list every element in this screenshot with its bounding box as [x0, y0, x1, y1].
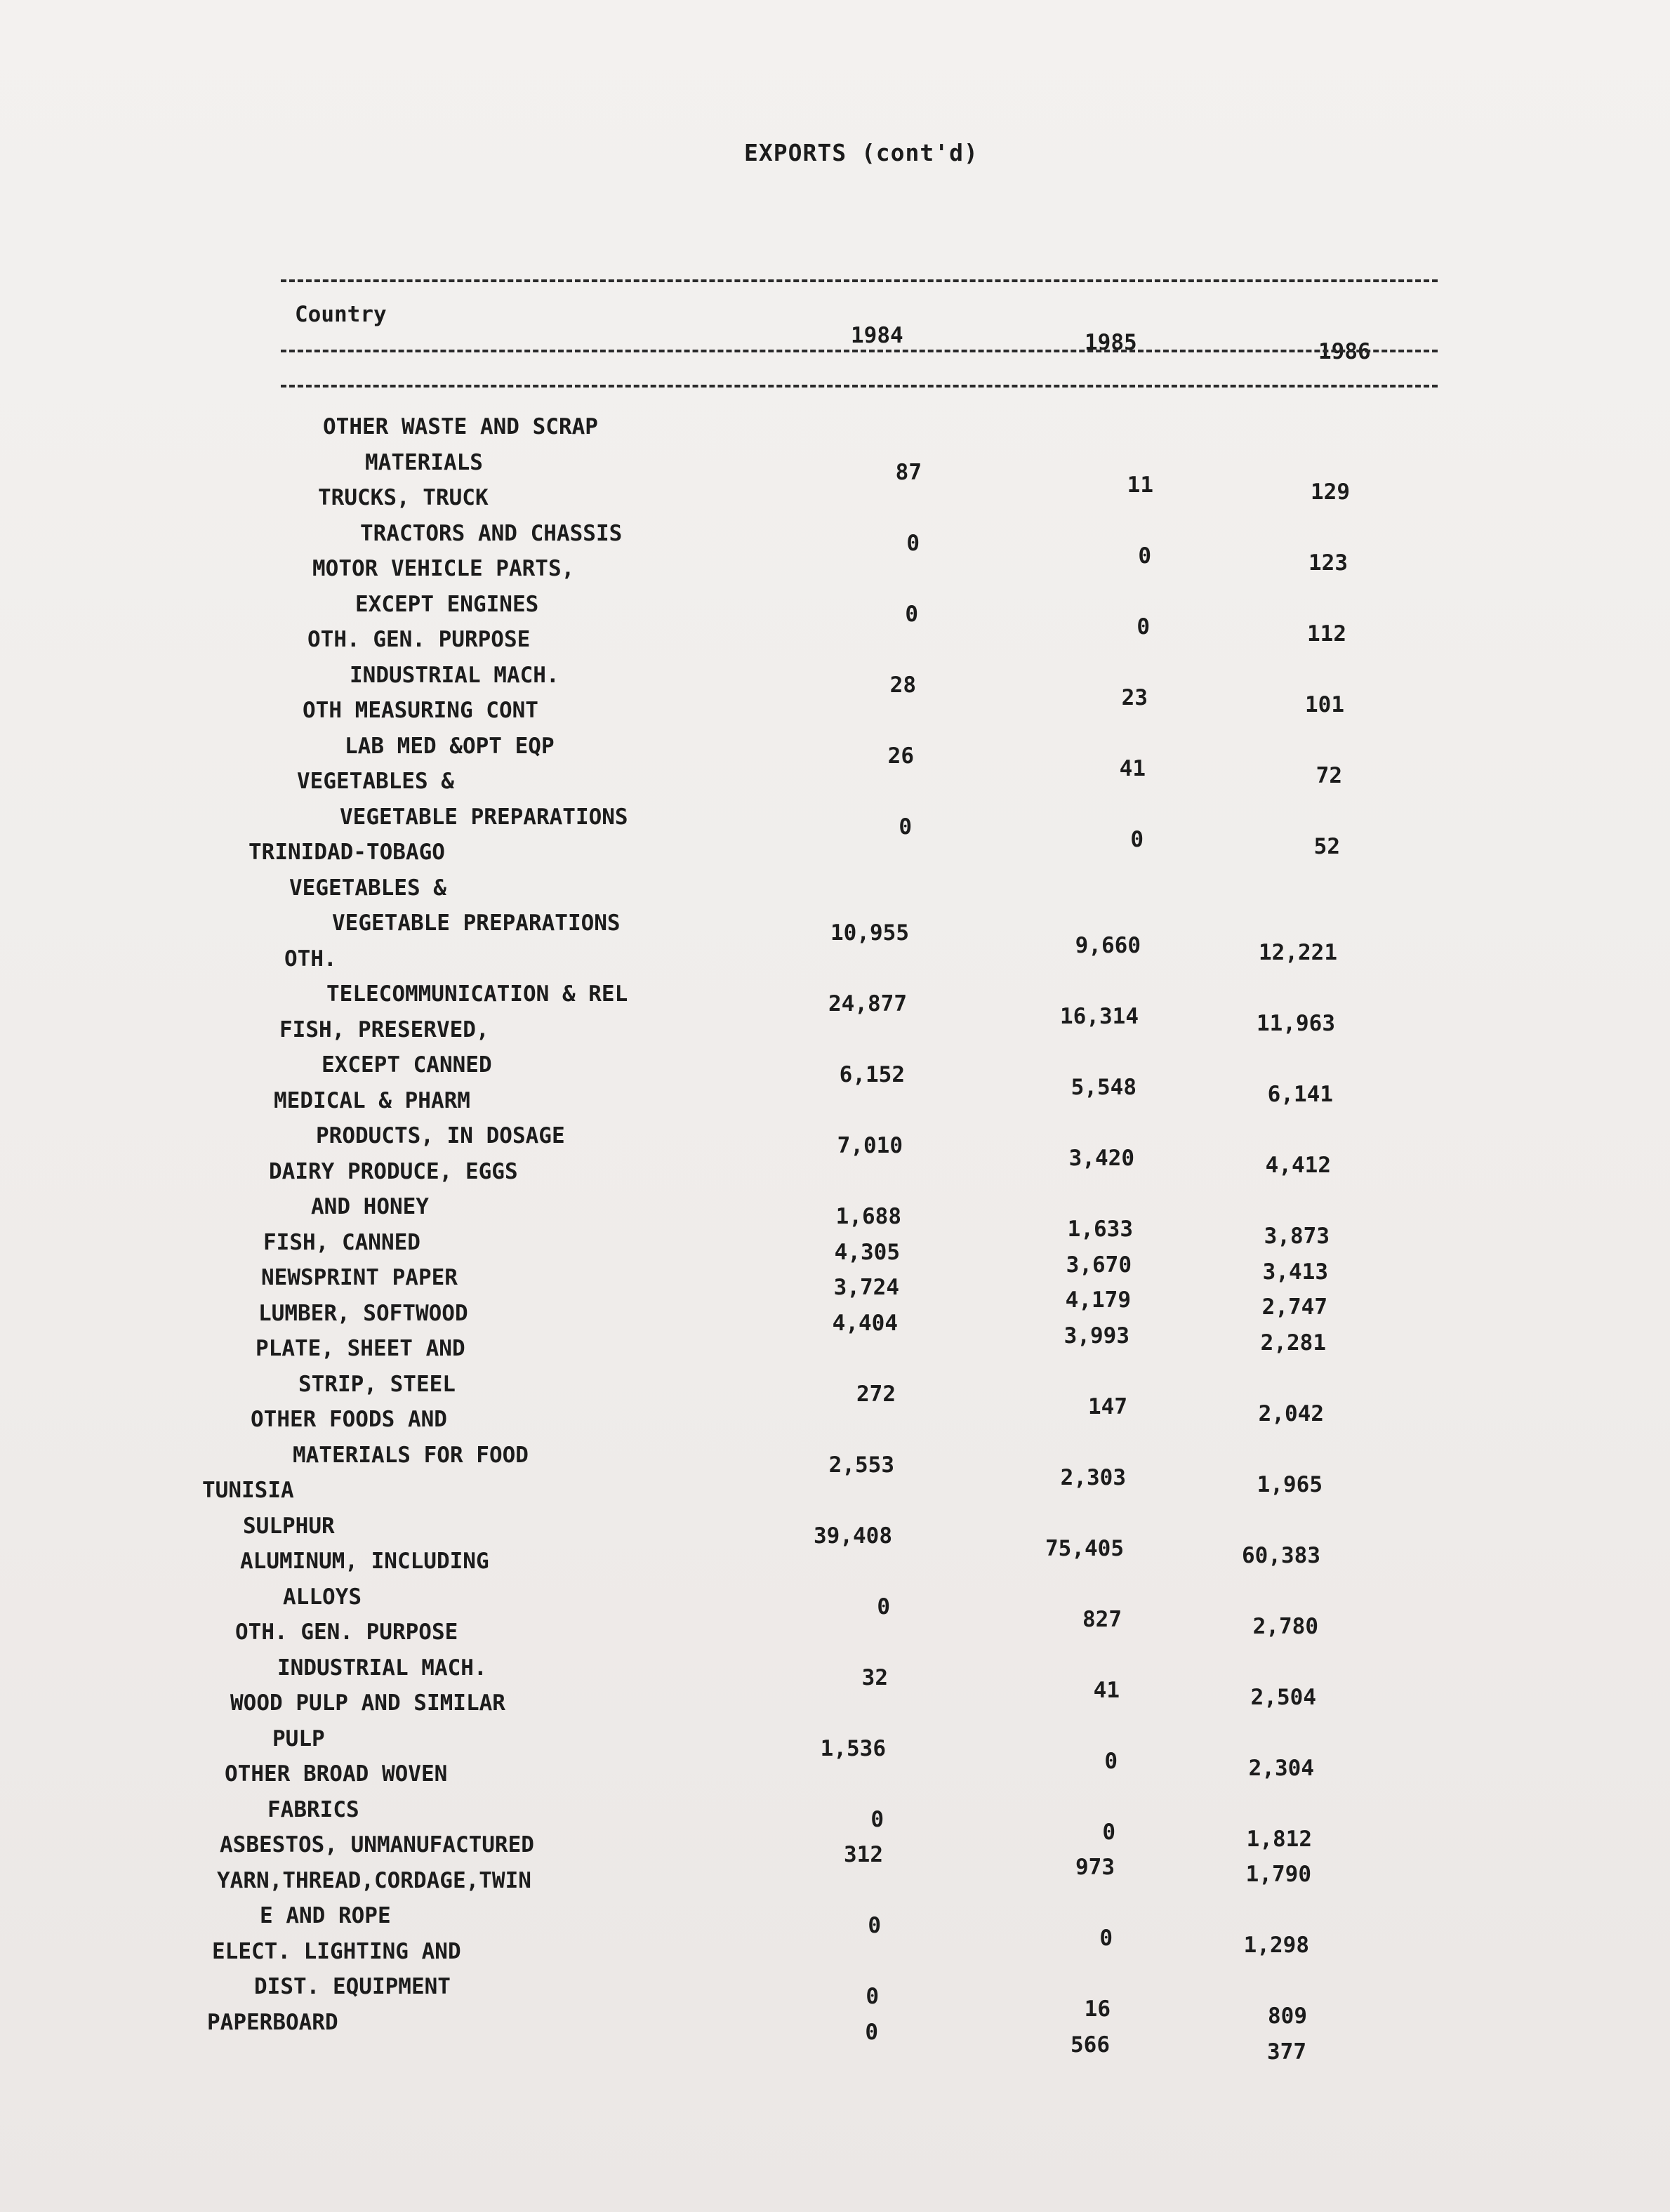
value-1986: 2,042	[1258, 1401, 1324, 1426]
item-label: FISH, CANNED	[263, 1230, 420, 1255]
value-1985: 1,633	[1067, 1217, 1133, 1242]
item-label-continued: VEGETABLE PREPARATIONS	[340, 804, 628, 830]
value-1984: 87	[895, 460, 922, 485]
value-1986: 809	[1268, 2004, 1307, 2029]
value-1985: 566	[1071, 2032, 1110, 2058]
value-1986: 3,873	[1264, 1224, 1330, 1249]
value-1986: 1,812	[1246, 1827, 1312, 1852]
value-1984: 10,955	[830, 920, 909, 946]
value-1985: 0	[1104, 1749, 1118, 1774]
item-label: VEGETABLES &	[289, 875, 446, 901]
item-label: TRUCKS, TRUCK	[318, 485, 489, 510]
item-label-continued: DIST. EQUIPMENT	[254, 1974, 451, 1999]
item-label-continued: PRODUCTS, IN DOSAGE	[316, 1123, 565, 1148]
item-label-continued: TRACTORS AND CHASSIS	[360, 521, 623, 546]
item-label: OTH MEASURING CONT	[303, 698, 538, 723]
value-1986: 11,963	[1257, 1011, 1335, 1036]
value-1986: 123	[1308, 550, 1348, 576]
value-1986: 52	[1313, 834, 1340, 859]
value-1986: 129	[1311, 479, 1350, 505]
item-label: OTHER FOODS AND	[251, 1407, 447, 1432]
value-1984: 28	[889, 673, 916, 698]
item-label: OTH. GEN. PURPOSE	[235, 1620, 458, 1645]
value-1984: 26	[887, 743, 914, 769]
item-label: PLATE, SHEET AND	[256, 1336, 465, 1361]
value-1985: 11	[1127, 472, 1153, 498]
value-1985: 5,548	[1071, 1075, 1136, 1100]
column-header-1984: 1984	[851, 323, 903, 348]
value-1986: 60,383	[1242, 1543, 1320, 1568]
column-header-1985: 1985	[1085, 330, 1137, 355]
item-label-continued: INDUSTRIAL MACH.	[277, 1655, 487, 1681]
item-label: ALUMINUM, INCLUDING	[240, 1549, 489, 1574]
item-label-continued: EXCEPT ENGINES	[355, 592, 539, 617]
value-1985: 0	[1136, 614, 1150, 640]
item-label: YARN,THREAD,CORDAGE,TWIN	[217, 1868, 531, 1893]
value-1985: 0	[1130, 827, 1144, 852]
value-1984: 0	[866, 1984, 879, 2009]
value-1985: 23	[1121, 685, 1148, 710]
item-label: DAIRY PRODUCE, EGGS	[269, 1159, 518, 1184]
item-label-continued: VEGETABLE PREPARATIONS	[332, 910, 621, 936]
value-1986: 2,747	[1261, 1294, 1327, 1320]
value-1984: 1,688	[835, 1204, 901, 1229]
item-label: ASBESTOS, UNMANUFACTURED	[220, 1832, 534, 1857]
column-header-1986: 1986	[1318, 339, 1371, 364]
value-1986: 377	[1267, 2039, 1306, 2065]
item-label-continued: FABRICS	[267, 1797, 359, 1822]
value-1986: 1,790	[1245, 1862, 1311, 1887]
item-label-continued: ALLOYS	[283, 1584, 362, 1610]
value-1984: 272	[856, 1382, 896, 1407]
country-name: TRINIDAD-TOBAGO	[248, 840, 445, 865]
value-1985: 0	[1099, 1926, 1113, 1951]
item-label: SULPHUR	[243, 1514, 335, 1539]
value-1985: 0	[1138, 543, 1151, 569]
value-1984: 7,010	[837, 1133, 903, 1158]
value-1984: 39,408	[814, 1523, 892, 1549]
item-label-continued: MATERIALS FOR FOOD	[293, 1443, 529, 1468]
value-1985: 75,405	[1045, 1536, 1124, 1561]
item-label-continued: STRIP, STEEL	[298, 1372, 456, 1397]
value-1985: 827	[1082, 1607, 1122, 1632]
item-label: VEGETABLES &	[297, 769, 454, 794]
item-label: LUMBER, SOFTWOOD	[258, 1301, 468, 1326]
item-label: OTHER BROAD WOVEN	[225, 1761, 448, 1787]
item-label: PAPERBOARD	[207, 2010, 338, 2035]
column-header-country: Country	[295, 302, 387, 327]
page-title: EXPORTS (cont'd)	[744, 139, 979, 166]
value-1985: 16,314	[1060, 1004, 1139, 1029]
value-1986: 2,304	[1248, 1756, 1314, 1781]
value-1986: 1,965	[1257, 1472, 1323, 1497]
item-label-continued: INDUSTRIAL MACH.	[350, 663, 559, 688]
value-1985: 41	[1119, 756, 1146, 781]
item-label: FISH, PRESERVED,	[279, 1017, 489, 1042]
item-label-continued: TELECOMMUNICATION & REL	[326, 981, 628, 1007]
item-label: OTH.	[284, 946, 337, 972]
item-label-continued: AND HONEY	[311, 1194, 429, 1219]
item-label-continued: MATERIALS	[365, 450, 483, 475]
item-label: ELECT. LIGHTING AND	[212, 1939, 461, 1964]
item-label: OTHER WASTE AND SCRAP	[323, 414, 598, 439]
value-1985: 41	[1093, 1678, 1120, 1703]
value-1985: 16	[1084, 1996, 1111, 2022]
value-1984: 0	[905, 602, 918, 627]
value-1986: 1,298	[1243, 1933, 1309, 1958]
value-1985: 3,993	[1063, 1323, 1129, 1349]
value-1986: 2,780	[1252, 1614, 1318, 1639]
value-1984: 0	[906, 531, 920, 556]
value-1986: 2,504	[1250, 1685, 1316, 1710]
value-1985: 9,660	[1075, 933, 1141, 958]
value-1986: 2,281	[1260, 1330, 1326, 1356]
value-1986: 12,221	[1259, 940, 1337, 965]
item-label: NEWSPRINT PAPER	[261, 1265, 458, 1290]
value-1984: 312	[844, 1842, 883, 1867]
value-1984: 24,877	[828, 991, 907, 1016]
value-1985: 4,179	[1065, 1287, 1131, 1313]
value-1984: 1,536	[820, 1736, 886, 1761]
value-1986: 3,413	[1262, 1259, 1328, 1285]
value-1984: 0	[877, 1594, 890, 1620]
value-1986: 72	[1316, 763, 1342, 788]
item-label: MOTOR VEHICLE PARTS,	[312, 556, 575, 581]
value-1985: 2,303	[1060, 1465, 1126, 1490]
value-1984: 0	[870, 1807, 884, 1832]
item-label: WOOD PULP AND SIMILAR	[230, 1690, 505, 1716]
value-1984: 0	[868, 1913, 881, 1938]
value-1985: 0	[1102, 1820, 1115, 1845]
value-1985: 3,670	[1066, 1252, 1132, 1278]
item-label-continued: EXCEPT CANNED	[322, 1052, 492, 1078]
item-label: MEDICAL & PHARM	[274, 1088, 470, 1113]
value-1984: 6,152	[839, 1062, 905, 1087]
item-label: OTH. GEN. PURPOSE	[307, 627, 531, 652]
value-1984: 0	[865, 2020, 878, 2045]
item-label-continued: E AND ROPE	[260, 1903, 391, 1928]
value-1986: 4,412	[1265, 1153, 1331, 1178]
item-label-continued: LAB MED &OPT EQP	[345, 734, 555, 759]
country-name: TUNISIA	[202, 1478, 294, 1503]
value-1986: 6,141	[1267, 1082, 1333, 1107]
value-1986: 112	[1307, 621, 1346, 647]
value-1984: 0	[899, 814, 912, 840]
value-1984: 4,305	[834, 1240, 900, 1265]
value-1984: 2,553	[828, 1452, 894, 1478]
item-label-continued: PULP	[272, 1726, 325, 1751]
value-1985: 3,420	[1068, 1146, 1134, 1171]
value-1985: 147	[1088, 1394, 1127, 1419]
value-1985: 973	[1075, 1855, 1115, 1880]
value-1984: 4,404	[832, 1311, 898, 1336]
value-1984: 3,724	[833, 1275, 899, 1300]
value-1984: 32	[861, 1665, 888, 1690]
value-1986: 101	[1305, 692, 1344, 717]
